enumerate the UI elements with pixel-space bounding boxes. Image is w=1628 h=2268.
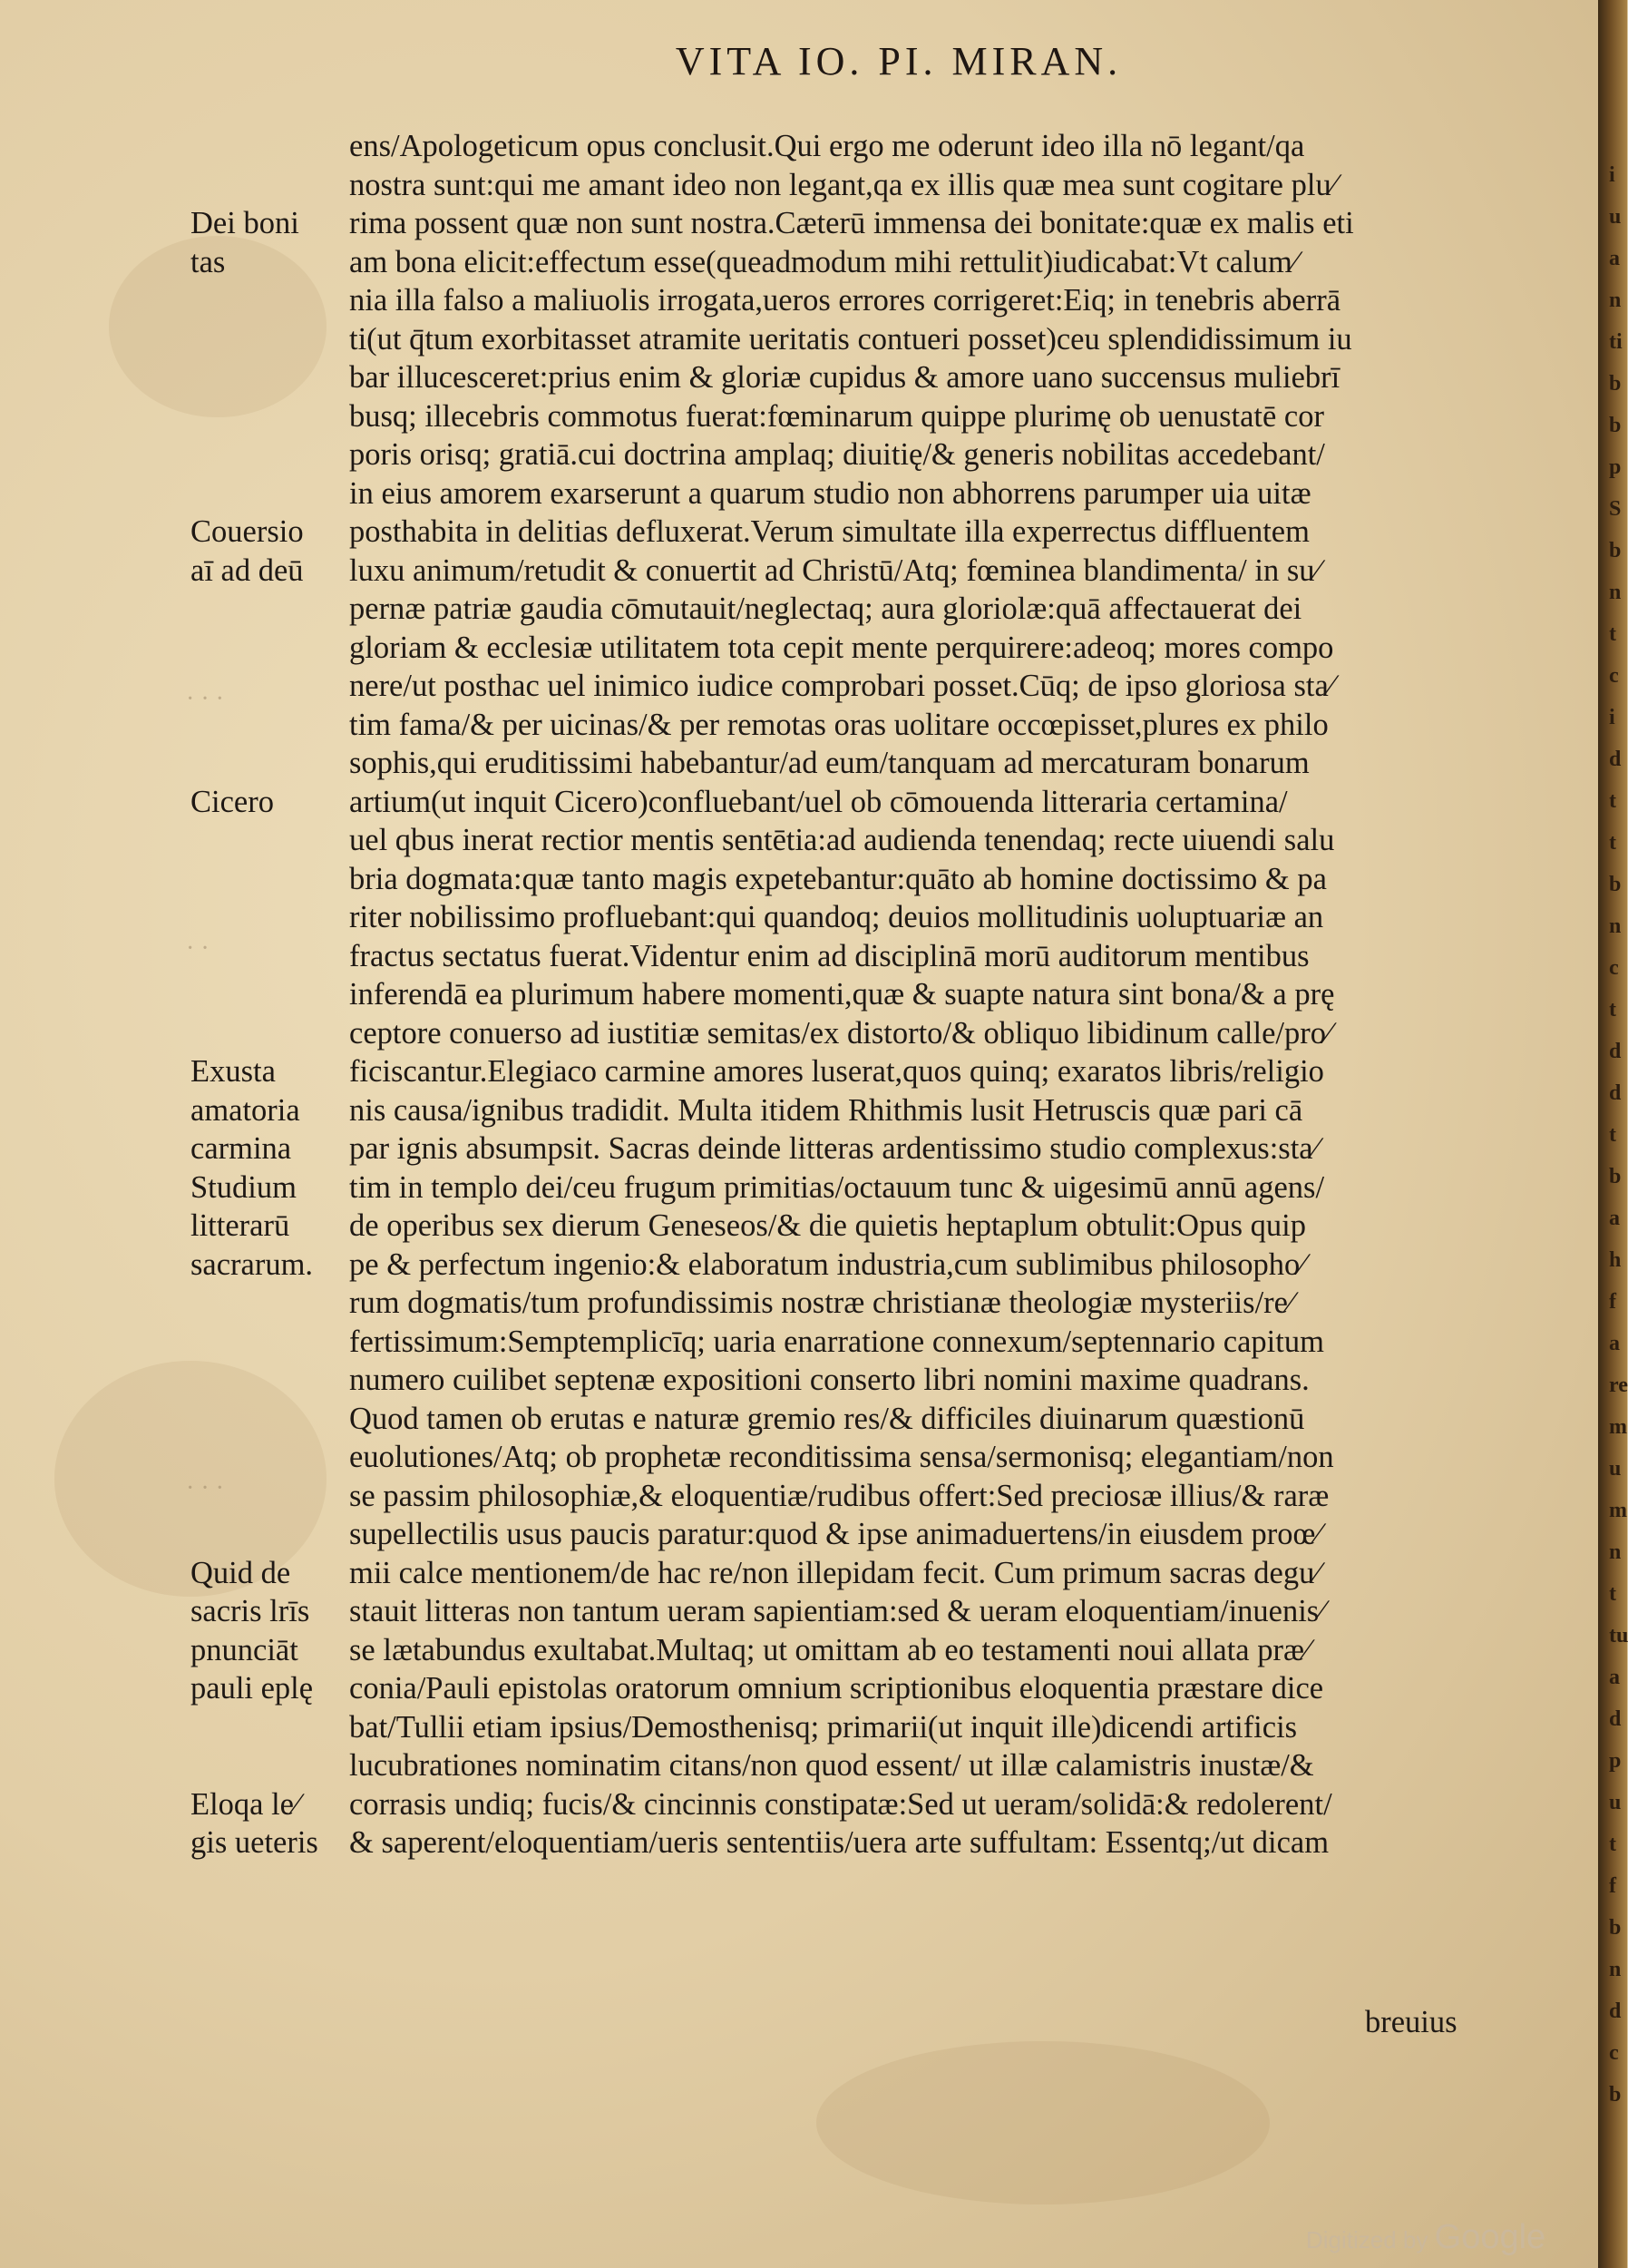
- edge-letter: d: [1609, 1999, 1622, 2023]
- text-line: se passim philosophiæ,& eloquentiæ/rudibus offert:Sed preciosæ illius/& raræ: [349, 1478, 1330, 1513]
- margin-note: sacris lrīs: [190, 1594, 310, 1628]
- edge-letter: c: [1609, 956, 1619, 980]
- edge-letter: t: [1609, 622, 1616, 646]
- edge-letter: t: [1609, 1582, 1616, 1606]
- margin-note: Couersio: [190, 514, 304, 549]
- edge-letter: b: [1609, 873, 1622, 896]
- text-line: bat/Tullii etiam ipsius/Demosthenisq; primarii(ut inquit ille)dicendi artificis: [349, 1709, 1298, 1745]
- margin-note: Studium: [190, 1169, 297, 1205]
- edge-letter: f: [1609, 1290, 1616, 1314]
- margin-note: Quid de: [190, 1555, 291, 1590]
- edge-letter: d: [1609, 1040, 1622, 1063]
- edge-letter: m: [1609, 1499, 1627, 1522]
- margin-note: Eloqa le∕: [190, 1786, 299, 1822]
- edge-letter: c: [1609, 664, 1619, 688]
- text-line: de operibus sex dierum Geneseos/& die quietis heptaplum obtulit:Opus quip: [349, 1208, 1306, 1243]
- text-line: pernæ patriæ gaudia cōmutauit/neglectaq; aura gloriolæ:quā affectauerat dei: [349, 591, 1302, 626]
- catchword: breuius: [1365, 2005, 1457, 2039]
- text-line: supellectilis usus paucis paratur:quod & ipse animaduertens/in eiusdem proœ∕: [349, 1517, 1321, 1551]
- edge-letter: u: [1609, 1457, 1622, 1481]
- text-line: busq; illecebris commotus fuerat:fœminarum quippe plurimę ob uenustatē cor: [349, 398, 1324, 434]
- edge-letter: d: [1609, 748, 1622, 771]
- edge-letter: tu: [1609, 1624, 1628, 1647]
- edge-letter: S: [1609, 497, 1622, 521]
- text-line: nia illa falso a maliuolis irrogata,ueros errores corrigeret:Eiq; in tenebris aberrā: [349, 283, 1341, 318]
- edge-letter: ti: [1609, 330, 1623, 354]
- text-line: fertissimum:Semptemplicīq; uaria enarratione connexum/septennario capitum: [349, 1324, 1324, 1359]
- text-line: luxu animum/retudit & conuertit ad Christū/Atq; fœminea blandimenta/ in su∕: [349, 552, 1321, 588]
- edge-letter: b: [1609, 1916, 1622, 1940]
- text-line: nostra sunt:qui me amant ideo non legant,qa ex illis quæ mea sunt cogitare plu∕: [349, 167, 1337, 202]
- text-line: se lætabundus exultabat.Multaq; ut omittam ab eo testamenti noui allata præ∕: [349, 1632, 1310, 1667]
- facing-page-edge: [1609, 154, 1628, 2107]
- text-line: rum dogmatis/tum profundissimis nostræ christianæ theologiæ mysteriis/re∕: [349, 1286, 1293, 1320]
- show-through-text: · · ·: [186, 1474, 224, 1502]
- text-line: am bona elicit:effectum esse(queadmodum mihi rettulit)iudicabat:Vt calum∕: [349, 244, 1298, 279]
- text-line: tim in templo dei/ceu frugum primitias/octauum tunc & uigesimū annū agens/: [349, 1169, 1325, 1205]
- text-line: mii calce mentionem/de hac re/non illepidam fecit. Cum primum sacras degu∕: [349, 1555, 1321, 1590]
- edge-letter: t: [1609, 1833, 1616, 1856]
- margin-note: Dei boni: [190, 206, 299, 240]
- edge-letter: a: [1609, 1332, 1620, 1355]
- edge-letter: re: [1609, 1374, 1628, 1397]
- edge-letter: t: [1609, 831, 1616, 855]
- text-line: in eius amorem exarserunt a quarum studio non abhorrens parumper uia uitæ: [349, 475, 1311, 511]
- edge-letter: h: [1609, 1248, 1622, 1272]
- margin-note: litterarū: [190, 1208, 290, 1243]
- edge-letter: b: [1609, 372, 1622, 396]
- show-through-text: · · ·: [186, 685, 224, 713]
- text-line: uel qbus inerat rectior mentis sentētia:ad audienda tenendaq; recte uiuendi salu: [349, 823, 1335, 857]
- text-line: posthabita in delitias defluxerat.Verum simultate illa experrectus diffluentem: [349, 514, 1310, 549]
- text-line: corrasis undiq; fucis/& cincinnis constipatæ:Sed ut ueram/solidā:& redolerent/: [349, 1786, 1332, 1822]
- text-line: riter nobilissimo profluebant:qui quandoq; deuios mollitudinis uoluptuariæ an: [349, 900, 1324, 934]
- edge-letter: n: [1609, 581, 1622, 604]
- text-line: tim fama/& per uicinas/& per remotas oras uolitare occœpisset,plures ex philo: [349, 707, 1329, 742]
- paper-stain: [816, 2041, 1270, 2204]
- text-line: artium(ut inquit Cicero)confluebant/uel ob cōmouenda litteraria certamina/: [349, 784, 1288, 819]
- edge-letter: b: [1609, 2083, 1622, 2107]
- show-through-text: · ·: [186, 934, 210, 963]
- margin-note: carmina: [190, 1131, 292, 1166]
- edge-letter: i: [1609, 706, 1615, 729]
- edge-letter: u: [1609, 205, 1622, 229]
- edge-letter: f: [1609, 1874, 1616, 1898]
- text-line: Quod tamen ob erutas e naturæ gremio res/& difficiles diuinarum quæstionū: [349, 1401, 1305, 1436]
- text-line: conia/Pauli epistolas oratorum omnium scriptionibus eloquentia præstare dice: [349, 1671, 1324, 1706]
- margin-note: aī ad deū: [190, 552, 304, 588]
- margin-note: pnunciāt: [190, 1632, 298, 1667]
- edge-letter: b: [1609, 1165, 1622, 1188]
- edge-letter: t: [1609, 1123, 1616, 1147]
- margin-note: Exusta: [190, 1054, 276, 1089]
- edge-letter: a: [1609, 247, 1620, 270]
- margin-note: amatoria: [190, 1092, 300, 1128]
- running-head: VITA IO. PI. MIRAN.: [675, 39, 1123, 83]
- text-line: sophis,qui eruditissimi habebantur/ad eum/tanquam ad mercaturam bonarum: [349, 746, 1310, 780]
- edge-letter: p: [1609, 1749, 1622, 1773]
- edge-letter: i: [1609, 163, 1615, 187]
- watermark-brand: Google: [1434, 2218, 1546, 2256]
- text-line: euolutiones/Atq; ob prophetæ reconditissima sensa/sermonisq; elegantiam/non: [349, 1440, 1334, 1474]
- margin-note: tas: [190, 244, 226, 279]
- text-line: numero cuilibet septenæ expositioni conserto libri nomini maxime quadrans.: [349, 1363, 1310, 1397]
- edge-letter: m: [1609, 1415, 1627, 1439]
- google-watermark: [1306, 2218, 1545, 2257]
- edge-letter: t: [1609, 998, 1616, 1022]
- text-line: bar illucesceret:prius enim & gloriæ cupidus & amore uano succensus muliebrī: [349, 360, 1340, 395]
- text-line: & saperent/eloquentiam/ueris sententiis/uera arte suffultam: Essentq;/ut dicam: [349, 1825, 1330, 1860]
- edge-letter: n: [1609, 1540, 1622, 1564]
- text-line: bria dogmata:quæ tanto magis expetebantur:quāto ab homine doctissimo & pa: [349, 861, 1327, 896]
- text-line: inferendā ea plurimum habere momenti,quæ & suapte natura sint bona/& a prę: [349, 977, 1335, 1012]
- edge-letter: n: [1609, 288, 1622, 312]
- text-line: ens/Apologeticum opus conclusit.Qui ergo me oderunt ideo illa nō legant/qa: [349, 129, 1305, 163]
- edge-letter: d: [1609, 1081, 1622, 1105]
- edge-letter: d: [1609, 1707, 1622, 1731]
- edge-letter: b: [1609, 414, 1622, 437]
- edge-letter: a: [1609, 1207, 1620, 1230]
- text-line: ceptore conuerso ad iustitiæ semitas/ex distorto/& obliquo libidinum calle/pro∕: [349, 1015, 1331, 1051]
- text-line: ti(ut q̄tum exorbitasset atramite ueritatis contueri posset)ceu splendidissimum iu: [349, 321, 1352, 357]
- watermark-prefix: Digitized by: [1306, 2226, 1428, 2253]
- body-text: [349, 127, 1539, 1862]
- text-line: lucubrationes nominatim citans/non quod essent/ ut illæ calamistris inustæ/&: [349, 1748, 1314, 1783]
- text-line: par ignis absumpsit. Sacras deinde litteras ardentissimo studio complexus:sta∕: [349, 1131, 1319, 1166]
- margin-note: pauli eplę: [190, 1671, 314, 1706]
- text-line: ficiscantur.Elegiaco carmine amores luserat,quos quinq; exaratos libris/religio: [349, 1054, 1324, 1089]
- margin-note: sacrarum.: [190, 1246, 314, 1282]
- text-line: poris orisq; gratiā.cui doctrina amplaq; diuitię/& generis nobilitas accedebant/: [349, 437, 1325, 472]
- text-line: fractus sectatus fuerat.Videntur enim ad disciplinā morū auditorum mentibus: [349, 938, 1310, 973]
- edge-letter: t: [1609, 789, 1616, 813]
- text-line: gloriam & ecclesiæ utilitatem tota cepit mente perquirere:adeoq; mores compo: [349, 630, 1334, 665]
- text-line: nis causa/ignibus tradidit. Multa itidem Rhithmis lusit Hetruscis quæ pari cā: [349, 1092, 1303, 1128]
- edge-letter: p: [1609, 455, 1622, 479]
- edge-letter: u: [1609, 1791, 1622, 1814]
- edge-letter: b: [1609, 539, 1622, 562]
- edge-letter: n: [1609, 1958, 1622, 1981]
- text-line: stauit litteras non tantum ueram sapientiam:sed & ueram eloquentiam/inuenis∕: [349, 1594, 1324, 1628]
- book-gutter: [1598, 0, 1627, 2268]
- edge-letter: c: [1609, 2041, 1619, 2065]
- edge-letter: a: [1609, 1666, 1620, 1689]
- edge-letter: n: [1609, 914, 1622, 938]
- margin-note: gis ueteris: [190, 1825, 318, 1860]
- margin-note: Cicero: [190, 784, 274, 819]
- text-line: nere/ut posthac uel inimico iudice comprobari posset.Cūq; de ipso gloriosa sta∕: [349, 669, 1334, 703]
- text-line: rima possent quæ non sunt nostra.Cæterū immensa dei bonitate:quæ ex malis eti: [349, 206, 1354, 240]
- text-line: pe & perfectum ingenio:& elaboratum industria,cum sublimibus philosopho∕: [349, 1246, 1306, 1282]
